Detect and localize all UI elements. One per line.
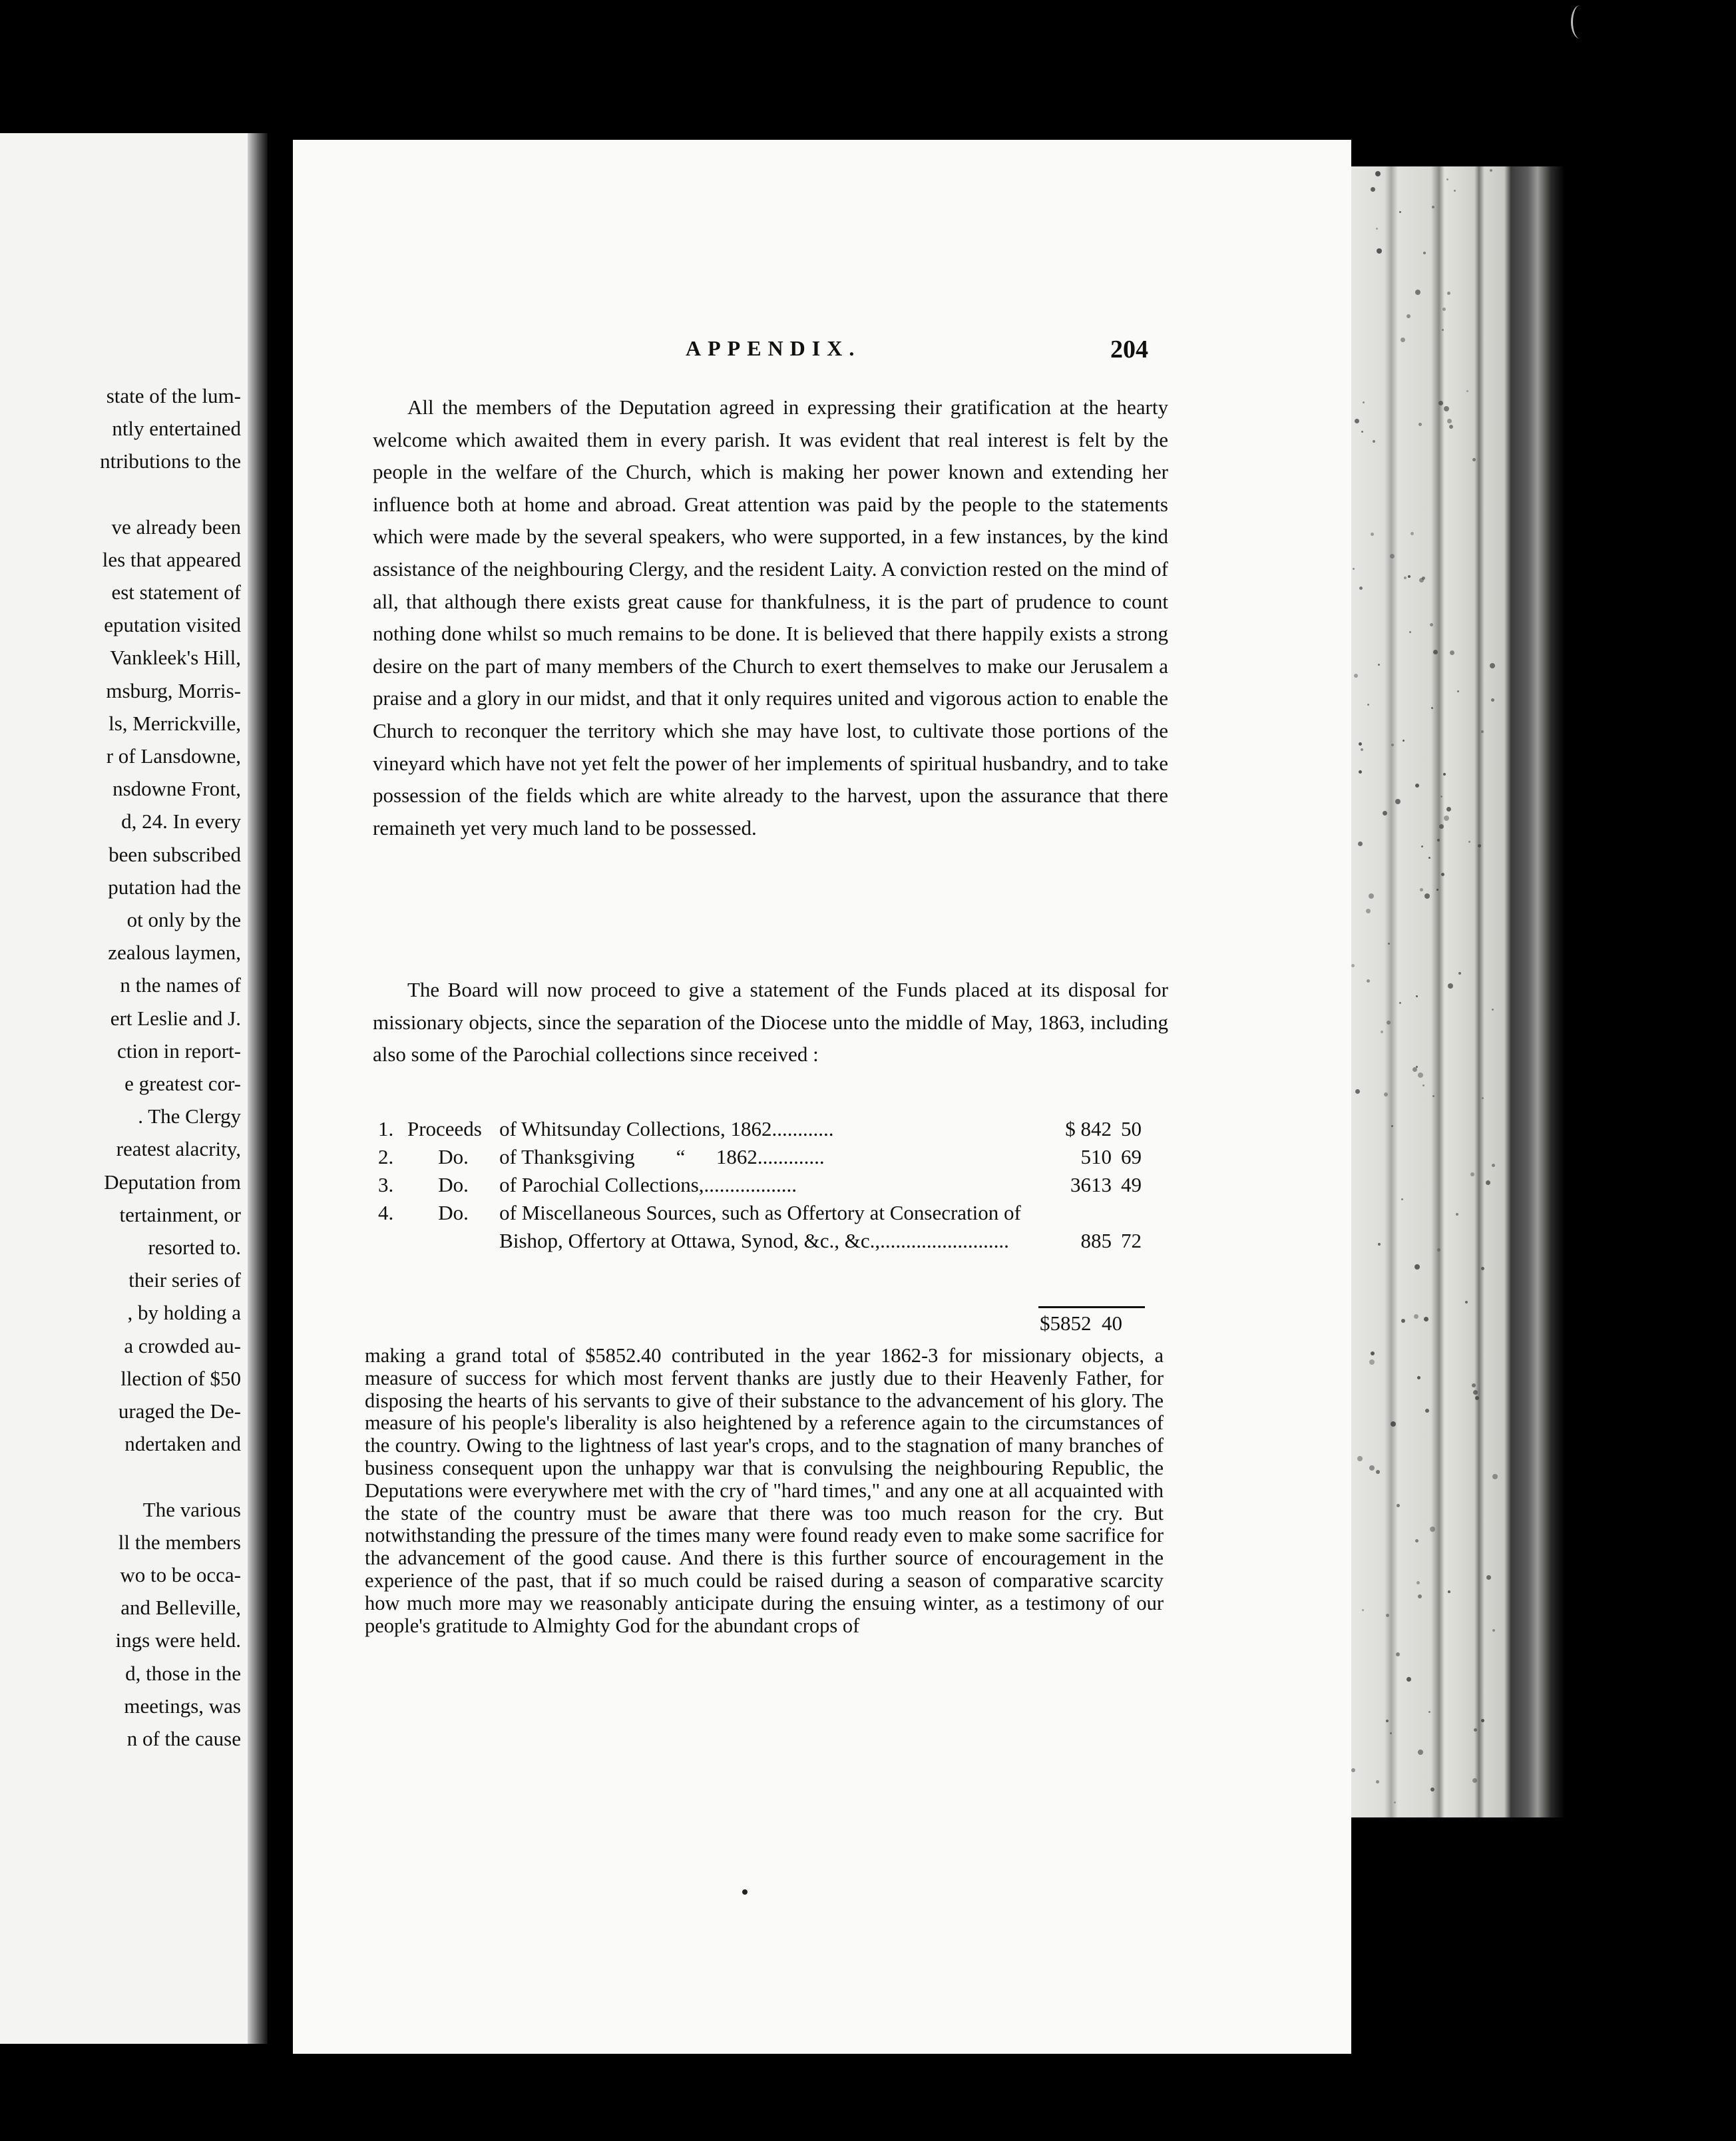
edge-speck [1403,740,1405,742]
edge-speck [1492,1474,1498,1479]
edge-speck [1378,1243,1381,1246]
edge-speck [1444,816,1449,821]
row-prefix: Do. [438,1145,469,1168]
edge-speck [1432,206,1434,208]
left-page-line: zealous laymen, [108,941,241,965]
row-cents: 72 [1121,1229,1142,1252]
left-page-line: n the names of [120,973,241,997]
edge-speck [1376,1780,1379,1784]
edge-speck [1407,1677,1411,1682]
edge-speck [1486,1180,1490,1185]
left-page-line: e greatest cor- [124,1072,241,1096]
left-page-text [1,379,241,1755]
edge-speck [1447,419,1452,423]
edge-speck [1391,1125,1393,1127]
edge-speck [1371,533,1374,536]
edge-speck [1472,458,1476,461]
left-page-line: a crowded au- [124,1333,241,1357]
edge-speck [1415,1539,1418,1543]
edge-speck [1472,1778,1477,1783]
left-page-line: putation had the [108,875,241,899]
edge-speck [1409,631,1411,633]
edge-speck [1384,1092,1388,1096]
left-page-line: and Belleville, [120,1596,241,1620]
edge-speck [1399,1002,1401,1004]
edge-speck [1472,1383,1476,1387]
row-prefix: Do. [438,1201,469,1224]
edge-speck [1438,401,1443,405]
edge-speck [1431,707,1433,709]
edge-speck [1474,1728,1477,1732]
edge-speck [1425,1409,1429,1413]
edge-speck [1433,650,1438,654]
left-page-line: ntributions to the [100,449,241,473]
left-page-line: r of Lansdowne, [106,744,241,768]
edge-speck [1391,1421,1396,1427]
edge-speck [1442,308,1446,311]
edge-speck [1416,1581,1420,1584]
edge-speck [1486,1575,1491,1580]
row-description: of Miscellaneous Sources, such as Offertory at Consecration of Bishop, Offertory at Ottawa, Synod, &c., &c.,......................... [499,1201,1021,1252]
edge-speck [1355,419,1359,423]
edge-speck [1391,744,1394,746]
edge-speck [1401,1198,1403,1200]
edge-speck [1457,690,1459,692]
edge-speck [1448,1590,1450,1593]
left-page-line: ls, Merrickville, [108,711,241,735]
edge-speck [1430,623,1433,626]
edge-speck [1440,796,1442,798]
edge-speck [1367,704,1369,706]
edge-speck [1386,1614,1389,1617]
edge-speck [1387,1021,1391,1025]
left-page-line: their series of [128,1268,241,1292]
edge-speck [1428,857,1430,859]
edge-speck [1363,401,1365,403]
paragraph-deputation: All the members of the Deputation agreed in expressing their gratification at the hearty welcome which awaited them in every parish. It was evident that real interest is felt by the people in the welfare of the Church, which is making her power known and extending her influence both at home and abroad. Great attention was paid by the people to the statements which were made by the several speakers, who were supported, in a few instances, by the kind assistance of the neighbouring Clergy, and the resident Laity. A conviction rested on the mind of all, that although there exists great cause for thankfulness, it is the part of prudence to count nothing done whilst so much remains to be done. It is believed that there happily exists a strong desire on the part of many members of the Church to exert themselves to make our Jerusalem a praise and a glory in our midst, and that it only requires united and vigorous action to enable the Church to reconquer the territory which she may have lost, to cultivate those portions of the vineyard which have not yet felt the power of her implements of spiritual husbandry, and to take possession of the fields which are white already to the harvest, upon the assurance that there remaineth yet very much land to be possessed. [373,395,1168,839]
left-page-line: nsdowne Front, [112,777,241,801]
left-page-line: n of the cause [126,1726,241,1750]
left-page-line: d, 24. In every [121,810,241,833]
edge-speck [1490,663,1495,668]
edge-speck [1408,575,1410,578]
edge-speck [1371,1351,1375,1355]
edge-speck [1401,338,1405,342]
edge-speck [1414,1314,1418,1319]
edge-speck [1420,888,1423,891]
edge-speck [1369,893,1374,899]
edge-speck [1492,1009,1494,1011]
row-description: of Whitsunday Collections, 1862............ [499,1117,834,1140]
edge-speck [1444,406,1449,411]
edge-speck [1481,1719,1484,1722]
edge-speck [1419,578,1424,583]
edge-speck [1418,423,1422,426]
row-number: 3. [378,1173,394,1196]
left-page-line: eputation visited [104,613,241,637]
edge-speck [1432,1095,1434,1097]
row-description: of Parochial Collections,.................. [499,1173,797,1196]
edge-speck [1473,1390,1478,1395]
left-page [0,133,253,2044]
edge-speck [1454,190,1456,192]
edge-speck [1418,1750,1423,1755]
ink-dot [742,1889,748,1895]
edge-speck [1359,770,1362,774]
funds-table [378,1115,1150,1255]
edge-speck [1375,171,1381,176]
left-page-line: les that appeared [102,547,241,571]
edge-speck [1412,1067,1417,1072]
edge-speck [1424,893,1430,899]
edge-speck [1404,577,1407,579]
edge-speck [1376,1470,1380,1474]
left-page-line: uraged the De- [118,1399,241,1423]
left-page-line: ndertaken and [124,1432,241,1456]
edge-speck [1448,983,1453,989]
edge-speck [1417,1376,1420,1379]
edge-speck [1407,314,1410,318]
left-page-line: ll the members [118,1530,241,1554]
edge-speck [1430,1787,1434,1791]
funds-row [378,1115,1150,1143]
edge-speck [1418,1072,1423,1078]
total-cents: 40 [1102,1311,1122,1335]
funds-row [378,1143,1150,1171]
edge-speck [1422,1084,1424,1086]
edge-speck [1376,228,1378,230]
edge-speck [1399,211,1401,213]
left-page-line [1,1461,241,1493]
page-edges [1351,166,1564,1817]
corner-mark [1571,5,1589,39]
edge-speck [1401,1319,1405,1323]
edge-speck [1458,972,1461,975]
left-page-line: ings were held. [115,1628,241,1652]
edge-speck [1395,799,1401,804]
edge-speck [1446,807,1451,812]
edge-speck [1446,178,1448,180]
edge-speck [1388,943,1390,945]
edge-speck [1378,664,1380,666]
left-page-line: est statement of [111,581,241,604]
row-number: 1. [378,1117,394,1140]
left-page-line: ction in report- [117,1039,241,1063]
row-dollars: 885 [1080,1229,1112,1252]
edge-speck [1371,187,1375,192]
edge-speck [1418,1594,1422,1598]
edge-speck [1416,995,1418,997]
left-page-line: resorted to. [148,1236,241,1260]
edge-speck [1351,1768,1355,1772]
edge-speck [1361,748,1363,751]
edge-speck [1369,1465,1375,1471]
edge-speck [1482,1097,1484,1099]
funds-row [378,1171,1150,1199]
edge-speck [1359,587,1363,590]
left-page-line: state of the lum- [106,384,241,407]
left-page-line [1,478,241,511]
left-page-line: reatest alacrity, [116,1137,241,1161]
edge-speck [1492,1164,1495,1167]
row-cents: 69 [1121,1145,1142,1168]
edge-speck [1424,1317,1428,1321]
edge-speck [1373,440,1375,443]
edge-speck [1394,1801,1396,1803]
edge-speck [1355,1089,1360,1094]
edge-speck [1381,1031,1383,1033]
total-rule [1038,1306,1145,1308]
left-page-line: msburg, Morris- [106,678,241,702]
left-page-line: . The Clergy [138,1104,241,1128]
edge-speck [1428,1711,1430,1713]
edge-speck [1361,431,1363,433]
row-dollars: $ 842 [1065,1117,1112,1140]
left-page-line: , by holding a [127,1301,241,1325]
edge-speck [1481,1267,1484,1270]
left-page-line: ntly entertained [112,417,241,441]
funds-row [378,1199,1150,1255]
edge-speck [1359,742,1362,746]
edge-speck [1377,248,1382,254]
edge-speck [1358,841,1363,846]
row-number: 4. [378,1201,394,1224]
edge-speck [1415,784,1419,788]
edge-speck [1362,1609,1364,1611]
edge-speck [1386,1720,1389,1722]
edge-speck [1367,979,1370,983]
row-cents: 50 [1121,1117,1142,1140]
edge-speck [1437,839,1440,841]
row-prefix: Proceeds [407,1117,482,1140]
edge-speck [1456,1213,1458,1216]
edge-speck [1443,773,1446,776]
edge-speck [1492,1629,1495,1632]
edge-speck [1369,1359,1375,1365]
row-cents: 49 [1121,1173,1142,1196]
left-page-line: The various [142,1497,241,1521]
row-number: 2. [378,1145,394,1168]
running-head: APPENDIX. [686,336,861,360]
edge-speck [1353,568,1355,570]
edge-speck [1478,844,1481,847]
edge-speck [1357,1456,1363,1461]
edge-speck [1437,1248,1440,1252]
edge-speck [1470,1172,1474,1176]
edge-speck [1416,1066,1418,1068]
edge-speck [1390,1732,1392,1734]
left-page-line: tertainment, or [119,1202,241,1226]
edge-speck [1430,1527,1435,1532]
row-dollars: 510 [1080,1145,1112,1168]
left-page-line: ot only by the [126,908,241,932]
row-dollars: 3613 [1070,1173,1112,1196]
page-number: 204 [1110,336,1148,363]
edge-speck [1390,554,1395,559]
row-prefix: Do. [438,1173,469,1196]
paragraph-statement-intro: The Board will now proceed to give a statement of the Funds placed at its disposal for missionary objects, since the separation of the Diocese unto the middle of May, 1863, including also some of the Parochial collections since received : [373,978,1168,1067]
edge-speck [1354,674,1358,678]
edge-speck [1490,169,1492,172]
edge-speck [1383,811,1387,816]
edge-speck [1491,698,1494,702]
edge-speck [1410,532,1414,535]
row-description: of Thanksgiving “ 1862............. [499,1145,825,1168]
edge-speck [1351,964,1355,967]
edge-speck [1442,329,1444,331]
edge-speck [1421,845,1423,847]
left-page-line: ve already been [111,515,241,539]
left-page-line: ert Leslie and J. [110,1006,241,1030]
edge-speck [1468,841,1470,843]
edge-speck [1441,873,1444,876]
edge-speck [1423,252,1426,254]
edge-speck [1481,730,1484,733]
total-dollars: $5852 [1040,1311,1092,1335]
edge-speck [1396,1652,1400,1656]
left-page-line: d, those in the [125,1661,241,1685]
left-page-line: wo to be occa- [120,1562,241,1586]
edge-speck [1475,1396,1479,1400]
edge-speck [1439,824,1444,829]
left-page-line: llection of $50 [120,1366,241,1390]
funds-total [1040,1311,1122,1335]
edge-speck [1397,1504,1400,1507]
edge-speck [1466,390,1468,392]
edge-speck [1449,425,1453,429]
edge-speck [1436,889,1438,891]
left-page-line: meetings, was [124,1694,241,1718]
book-gutter [248,133,268,2044]
edge-speck [1465,1301,1468,1304]
edge-speck [1414,1264,1420,1270]
left-page-line: been subscribed [108,842,241,866]
edge-speck [1447,292,1450,295]
left-page-line: Vankleek's Hill, [110,646,241,670]
paragraph-grand-total: making a grand total of $5852.40 contributed in the year 1862-3 for missionary objects, a measure of success for which most fervent thanks are justly due to their Heavenly Father, for disposing the hearts of his servants to give of their substance to the advancement of his glory. The measure of his people's liberality is also heightened by a reference again to the circumstances of the country. Owing to the lightness of last year's crops, and to the stagnation of many branches of business consequent upon the unhappy war that is convulsing the neighbouring Republic, the Deputations were everywhere met with the cry of "hard times," and any one at all acquainted with the state of the country must be aware that there was too much reason for the cry. But notwithstanding the pressure of the times many were found ready even to make some sacrifice for the advancement of the good cause. And there is this further source of encouragement in the experience of the past, that if so much could be raised during a season of comparative scarcity how much more may we reasonably anticipate during the ensuing winter, as a testimony of our people's gratitude to Almighty God for the abundant crops of [365,1344,1164,1637]
left-page-line: Deputation from [104,1170,241,1194]
edge-speck [1415,290,1420,295]
edge-speck [1450,650,1454,655]
edge-speck [1366,909,1371,913]
